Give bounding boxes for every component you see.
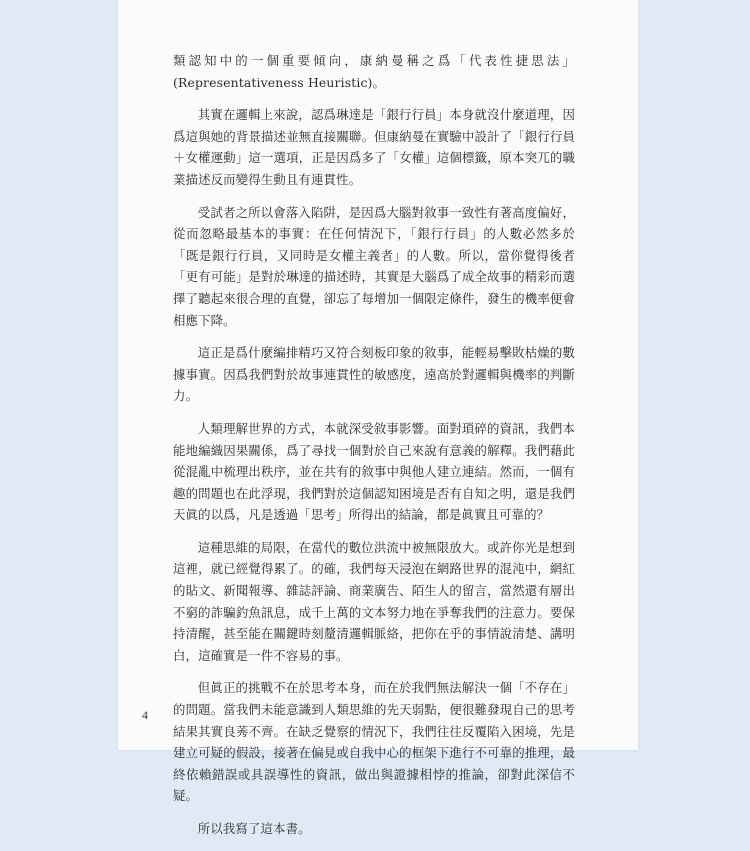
paragraph-1: 類認知中的一個重要傾向，康納曼稱之爲「代表性捷思法」(Representativeness Heuristic)。 (173, 53, 575, 90)
book-page (118, 0, 638, 836)
paragraph-3: 受試者之所以會落入陷阱，是因爲大腦對敘事一致性有著高度偏好，從而忽略最基本的事實：在任何情況下，「銀行行員」的人數必然多於「既是銀行行員，又同時是女權主義者」的人數。所以，當你覺得後者「更有可能」是對於琳達的描述時，其實是大腦爲了成全故事的精彩而選擇了聽起來很合理的直覺，卻忘了每增加一個限定條件，發生的機率便會相應下降。 (173, 204, 575, 328)
paragraph-6: 這種思維的局限，在當代的數位洪流中被無限放大。或許你光是想到這裡，就已經覺得累了。的確，我們每天浸泡在網路世界的混沌中，網紅的貼文、新聞報導、雜誌評論、商業廣告、陌生人的留言，當然還有層出不窮的詐騙釣魚訊息，成千上萬的文本努力地在爭奪我們的注意力。要保持清醒，甚至能在關鍵時刻釐清邏輯脈絡，把你在乎的事情說清楚、講明白，這確實是一件不容易的事。 (173, 539, 575, 663)
page-number: 4 (142, 708, 148, 722)
paragraph-7: 但眞正的挑戰不在於思考本身，而在於我們無法解決一個「不存在」的問題。當我們未能意識到人類思維的先天弱點，便很難發現自己的思考結果其實良莠不齊。在缺乏覺察的情況下，我們往往反覆陷入困境，先是建立可疑的假設，接著在偏見或自我中心的框架下進行不可靠的推理，最終依賴錯誤或具誤導性的資訊，做出與證據相悖的推論，卻對此深信不疑。 (173, 680, 575, 804)
paragraph-5: 人類理解世界的方式，本就深受敘事影響。面對瑣碎的資訊，我們本能地編織因果關係，爲了尋找一個對於自己來說有意義的解釋。我們藉此從混亂中梳理出秩序，並在共有的敘事中與他人建立連結。然而，一個有趣的問題也在此浮現，我們對於這個認知困境是否有自知之明，還是我們天眞的以爲，凡是透過「思考」所得出的結論，都是眞實且可靠的？ (173, 420, 575, 523)
paragraph-4: 這正是爲什麼編排精巧又符合刻板印象的敘事，能輕易擊敗枯燥的數據事實。因爲我們對於故事連貫性的敏感度，遠高於對邏輯與機率的判斷力。 (173, 345, 575, 404)
paragraph-8: 所以我寫了這本書。 (197, 821, 311, 836)
paragraph-2: 其實在邏輯上來說，認爲琳達是「銀行行員」本身就沒什麼道理，因爲這與她的背景描述並無直接關聯。但康納曼在實驗中設計了「銀行行員＋女權運動」這一選項，正是因爲多了「女權」這個標籤，原本突兀的職業描述反而變得生動且有連貫性。 (173, 107, 575, 187)
body-text (173, 50, 575, 851)
